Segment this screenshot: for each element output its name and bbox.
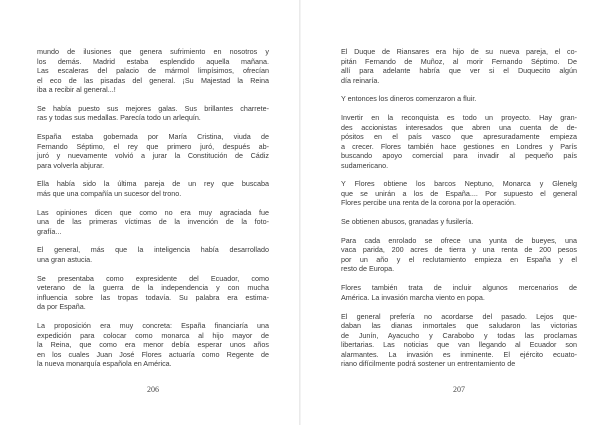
text-line: España estaba gobernada por María Cristina, viuda de — [37, 132, 269, 142]
text-line: el eco de las pisadas del general. ¡Su Majestad la Reina — [37, 75, 269, 85]
text-line: da por España. — [37, 302, 86, 312]
text-line: día reinaría. — [341, 75, 380, 85]
text-line: por un año y el reclutamiento empieza en España y el — [341, 254, 577, 264]
text-line: Las escaleras del palacio de mármol limpísimos, ofrecían — [37, 66, 269, 75]
paragraph — [37, 245, 269, 264]
paragraph — [341, 236, 577, 274]
paragraph — [37, 208, 269, 237]
paragraph — [341, 283, 577, 302]
text-line: daban las dianas inmortales que saludaron las victorias — [341, 321, 577, 331]
text-line: ras y todas sus medallas. Parecía todo un arlequín. — [37, 113, 201, 123]
paragraph — [341, 113, 577, 170]
text-line: libertarias. Las noticias que van llegando al Ecuador son — [341, 340, 577, 350]
text-line: la nueva monarquía española en América. — [37, 359, 172, 369]
paragraph — [341, 94, 577, 104]
text-line: Fernando Séptimo, el rey que primero juró, después ab- — [37, 141, 269, 151]
text-line: Las opiniones dicen que como no era muy agraciada fue — [37, 207, 269, 217]
text-line: de Junín, Ayacucho y Carabobo y todas las proclamas — [341, 330, 577, 340]
text-line: influencia sobre las tropas todavía. Su palabra era estima- — [37, 292, 269, 302]
text-line: buscando apoyo comercial para invadir al pequeño país — [341, 151, 577, 161]
text-line: El general prefería no acordarse del pasado. Lejos que- — [341, 311, 577, 321]
paragraph — [341, 217, 577, 227]
text-line: en los cuales Juan José Flores actuaría como Regente de — [37, 349, 269, 359]
text-line: pósitos en el país vasco que apresuradamente empieza — [341, 132, 577, 142]
text-line: Se había puesto sus mejores galas. Sus brillantes charrete- — [37, 103, 269, 113]
text-line: a crecer. Flores también hace gestiones en Londres y París — [341, 141, 577, 151]
paragraph — [37, 179, 269, 198]
text-line: mundo de ilusiones que genera sufrimiento en nosotros y — [37, 47, 269, 56]
book-gutter — [299, 0, 301, 425]
text-line: vaca parida, 200 acres de tierra y una renta de 200 pesos — [341, 245, 577, 255]
text-line: una gran astucia. — [37, 254, 93, 264]
text-line: los demás. Madrid estaba esplendido aquella mañana. — [37, 56, 269, 66]
paragraph — [37, 47, 269, 95]
text-line: sudamericano. — [341, 160, 389, 170]
paragraph — [37, 274, 269, 312]
text-line: Se obtienen abusos, granadas y fusilería. — [341, 217, 474, 227]
text-line: una de las primeras víctimas de la invención de la foto- — [37, 217, 269, 227]
text-line: Para cada enrolado se ofrece una yunta de bueyes, una — [341, 235, 577, 245]
text-line: Flores percibe una renta de la corona por la operación. — [341, 198, 517, 208]
page-number-left: 206 — [147, 385, 159, 394]
paragraph — [341, 179, 577, 208]
paragraph — [341, 312, 577, 369]
text-line: Se presentaba como expresidente del Ecuador, como — [37, 273, 269, 283]
text-line: El general, más que la inteligencia había desarrollado — [37, 245, 269, 255]
text-line: grafía... — [37, 226, 62, 236]
text-line: El Duque de Riansares era hijo de su nueva pareja, el co- — [341, 47, 577, 56]
text-line: América. La invasión marcha viento en popa. — [341, 292, 485, 302]
text-line: Y Flores obtiene los barcos Neptuno, Monarca y Glenelg — [341, 179, 577, 189]
left-page-text — [37, 47, 269, 378]
text-line: más que una compañía un sucesor del trono. — [37, 188, 182, 198]
text-line: Ella había sido la última pareja de un rey que buscaba — [37, 179, 269, 189]
paragraph — [37, 132, 269, 170]
text-line: riano difícilmente podrá sostener un entrentamiento de — [341, 359, 516, 369]
text-line: Flores también trata de incluir algunos mercenarios de — [341, 283, 577, 293]
right-page — [341, 0, 589, 425]
text-line: Invertir en la reconquista es todo un proyecto. Hay gran- — [341, 113, 577, 123]
text-line: La proposición era muy concreta: España financiaría una — [37, 321, 269, 331]
right-page-text — [341, 47, 577, 378]
paragraph — [341, 47, 577, 85]
text-line: iba a recibir al general...! — [37, 85, 116, 94]
text-line: juró y nuevamente volvió a jurar la Constitución de Cádiz — [37, 151, 269, 161]
page-number-right: 207 — [453, 385, 465, 394]
left-page — [37, 0, 285, 425]
text-line: expedición para colocar como monarca al hijo mayor de — [37, 330, 269, 340]
text-line: que se unirán a los de España.... Por supuesto el general — [341, 188, 577, 198]
text-line: Y entonces los dineros comenzaron a fluir. — [341, 94, 477, 104]
paragraph — [37, 321, 269, 369]
text-line: pitán Fernando de Muñoz, al morir Fernando Séptimo. De — [341, 56, 577, 66]
text-line: para volverla abjurar. — [37, 160, 105, 170]
paragraph — [37, 104, 269, 123]
text-line: allí para adelante habría que ver si el Duquecito algún — [341, 66, 577, 75]
text-line: des accionistas interesados que abren una cuenta de de- — [341, 122, 577, 132]
text-line: la Reina, que como era menor debía esperar unos años — [37, 340, 269, 350]
text-line: alarmantes. La invasión es inminente. El ejército ecuato- — [341, 349, 577, 359]
text-line: veterano de la guerra de la independencia y con mucha — [37, 283, 269, 293]
text-line: resto de Europa. — [341, 264, 395, 274]
